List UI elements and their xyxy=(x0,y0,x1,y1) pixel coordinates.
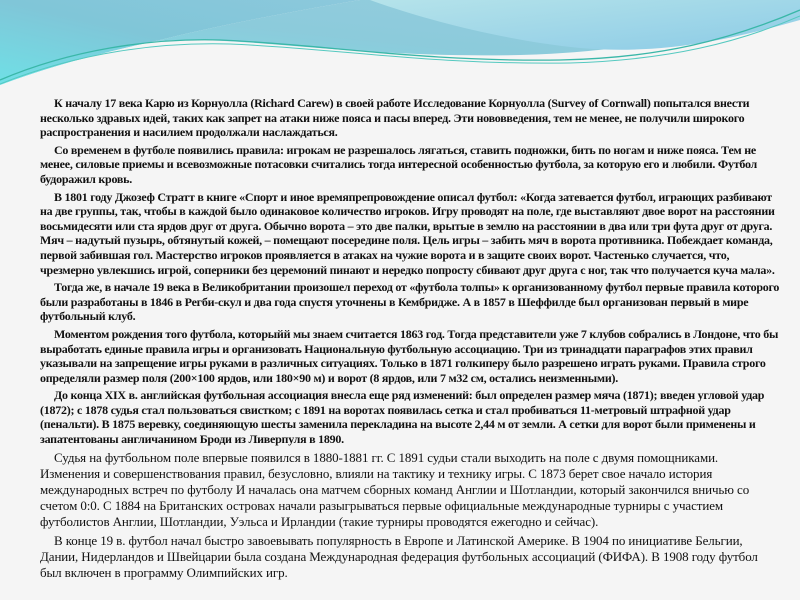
paragraph-rule-changes: До конца XIX в. английская футбольная ассоциация внесла еще ряд изменений: был определен размер мяча (1871); введен угловой удар (1872); с 1878 судья стал пользоваться свистком; с 1891 на воротах появилась сетка и стал пробиваться 11-метровый штрафной удар (пенальти). В 1875 веревку, соединяющую шесты заменила перекладина на высоте 2,44 м от земли. А сетки для ворот были применены и запатентованы англичанином Броди из Ливерпуля в 1890. xyxy=(40,388,765,447)
paragraph-early-rules: Со временем в футболе появились правила: игрокам не разрешалось лягаться, ставить подножки, бить по ногам и ниже пояса. Тем не менее, силовые приемы и всевозможные потасовки считались тогда интересной особенностью футбола, за которую его и любили. Футбол будоражил кровь. xyxy=(40,142,758,186)
header-wave-decoration xyxy=(0,0,800,110)
paragraph-referee: Судья на футбольном поле впервые появился в 1880-1881 гг. С 1891 судьи стали выходить на поле с двумя помощниками. Изменения и совершенствования правил, безусловно, влияли на тактику и технику игры. С 1873 берет свое начало история международных встреч по футболу И началась она матчем сборных команд Англии и Шотландии, который закончился вничью со счетом 0:0. С 1884 на Британских островах начали разыгрываться первые официальные международные турниры с участием футболистов Англии, Шотландии, Уэльса и Ирландии (такие турниры проводятся ежегодно и сейчас). xyxy=(40,449,750,529)
paragraph-fifa: В конце 19 в. футбол начал быстро завоевывать популярность в Европе и Латинской Америке. В 1904 по инициативе Бельгии, Дании, Нидерландов и Швейцарии была создана Международная федерация футбольных ассоциаций (ФИФА). В 1908 году футбол был включен в программу Олимпийских игр. xyxy=(40,532,758,580)
slide-body xyxy=(40,96,780,584)
paragraph-strutt: В 1801 году Джозеф Стратт в книге «Спорт и иное времяпрепровождение описал футбол: «Когда затевается футбол, играющих разбивают на две группы, так, чтобы в каждой было одинаковое количество игроков. Игру проводят на поле, где выставляют двое ворот на расстоянии восьмидесяти или ста ярдов друг от друга. Обычно ворота – это две палки, врытые в землю на расстоянии в два или три фута друг от друга. Мяч – надутый пузырь, обтянутый кожей, – помещают посередине поля. Цель игры – забить мяч в ворота противника. Побеждает команда, первой забившая гол. Мастерство игроков проявляется в атаках на чужие ворота и в защите своих ворот. Частенько случается, что, чрезмерно увлекшись игрой, соперники без церемоний пинают и нередко попросту сбивают друг друга с ног, так что получается куча мала». xyxy=(40,189,775,277)
paragraph-1863: Моментом рождения того футбола, которыйй мы знаем считается 1863 год. Тогда представители уже 7 клубов собрались в Лондоне, что бы выработать единые правила игры и организовать Национальную футбольную ассоциацию. Три из тринадцати параграфов этих правил указывали на запрещение игры руками в различных ситуациях. Только в 1871 голкиперу было разрешено играть руками. Правила строго определяли размер поля (200×100 ярдов, или 180×90 м) и ворот (8 ярдов, или 7 м32 см, остались неизменными). xyxy=(40,326,779,385)
paragraph-19th-century: Тогда же, в начале 19 века в Великобритании произошел переход от «футбола толпы» к организованному футбол первые правила которого были разработаны в 1846 в Регби-скул и два года спустя уточнены в Кембридже. А в 1857 в Шеффилде был организован первый в мире футбольный клуб. xyxy=(40,280,780,324)
paragraph-carew: К началу 17 века Карю из Корнуолла (Richard Carew) в своей работе Исследование Корнуолла (Survey of Cornwall) попытался внести несколько здравых идей, таких как запрет на атаки ниже пояса и пасы вперед. Эти нововведения, тем не менее, не получили широкого распространения и насилием продолжали наслаждаться. xyxy=(40,96,750,140)
